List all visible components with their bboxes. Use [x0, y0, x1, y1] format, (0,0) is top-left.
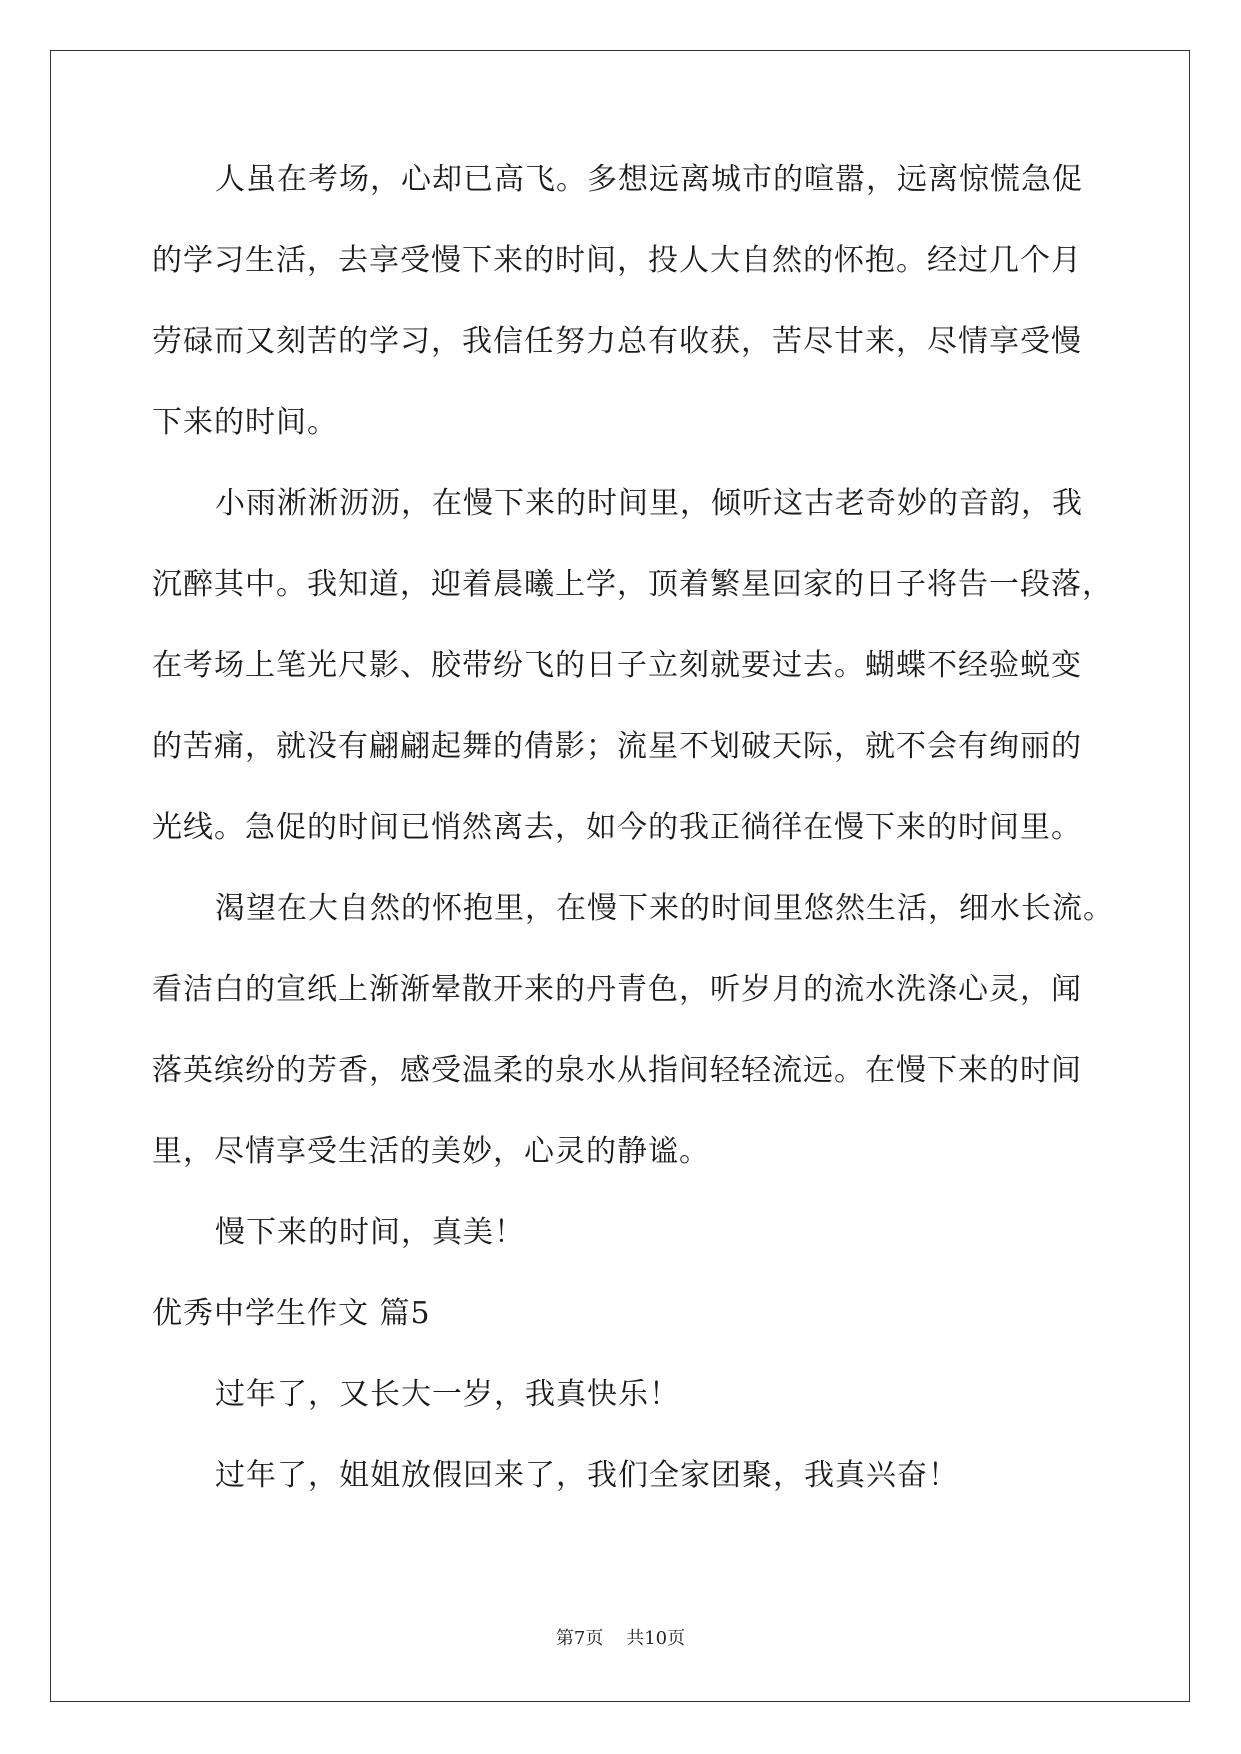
- paragraph-line: 的苦痛，就没有翩翩起舞的倩影；流星不划破天际，就不会有绚丽的: [152, 729, 1082, 764]
- paragraph-line: 过年了，姐姐放假回来了，我们全家团聚，我真兴奋！: [215, 1458, 959, 1493]
- page-footer: [0, 1627, 1241, 1651]
- page-number: 第7页: [555, 1628, 604, 1649]
- paragraph-line: 下来的时间。: [152, 405, 338, 440]
- paragraph-line: 慢下来的时间，真美！: [215, 1215, 525, 1250]
- paragraph-line: 渴望在大自然的怀抱里，在慢下来的时间里悠然生活，细水长流。: [215, 891, 1114, 926]
- paragraph-line: 里，尽情享受生活的美妙，心灵的静谧。: [152, 1134, 710, 1169]
- paragraph-line: 小雨淅淅沥沥，在慢下来的时间里，倾听这古老奇妙的音韵，我: [215, 486, 1083, 521]
- paragraph-line: 劳碌而又刻苦的学习，我信任努力总有收获，苦尽甘来，尽情享受慢: [152, 324, 1082, 359]
- paragraph-line: 沉醉其中。我知道，迎着晨曦上学，顶着繁星回家的日子将告一段落，: [152, 567, 1113, 602]
- paragraph-line: 光线。急促的时间已悄然离去，如今的我正徜徉在慢下来的时间里。: [152, 810, 1082, 845]
- total-pages: 共10页: [626, 1628, 686, 1649]
- document-body: [152, 160, 1114, 1537]
- paragraph-line: 的学习生活，去享受慢下来的时间，投人大自然的怀抱。经过几个月: [152, 243, 1082, 278]
- section-heading: 优秀中学生作文 篇5: [152, 1296, 431, 1331]
- paragraph-line: 在考场上笔光尺影、胶带纷飞的日子立刻就要过去。蝴蝶不经验蜕变: [152, 648, 1082, 683]
- paragraph-line: 落英缤纷的芳香，感受温柔的泉水从指间轻轻流远。在慢下来的时间: [152, 1053, 1082, 1088]
- paragraph-line: 过年了，又长大一岁，我真快乐！: [215, 1377, 680, 1412]
- paragraph-line: 看洁白的宣纸上渐渐晕散开来的丹青色，听岁月的流水洗涤心灵，闻: [152, 972, 1082, 1007]
- paragraph-line: 人虽在考场，心却已高飞。多想远离城市的喧嚣，远离惊慌急促: [215, 162, 1083, 197]
